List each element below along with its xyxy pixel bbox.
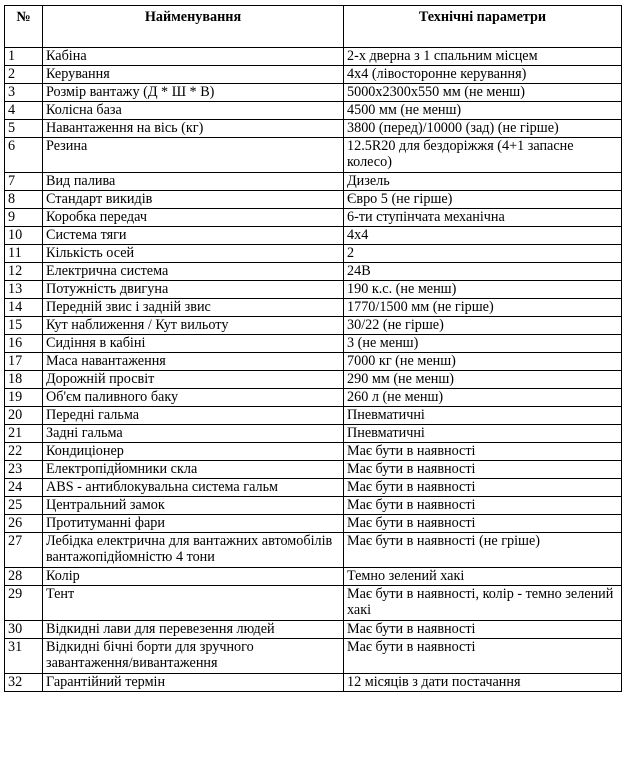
row-param: Дизель <box>344 173 622 191</box>
row-name: ABS - антиблокувальна система гальм <box>43 479 344 497</box>
table-row <box>5 335 622 353</box>
row-num: 12 <box>5 263 43 281</box>
table-row <box>5 389 622 407</box>
table-row <box>5 568 622 586</box>
table-row <box>5 425 622 443</box>
table-row <box>5 102 622 120</box>
row-param: 260 л (не менш) <box>344 389 622 407</box>
row-name: Колір <box>43 568 344 586</box>
table-row <box>5 515 622 533</box>
row-name: Резина <box>43 138 344 173</box>
table-row <box>5 443 622 461</box>
row-name: Лебідка електрична для вантажних автомобілів вантажопідйомністю 4 тони <box>43 533 344 568</box>
table-row <box>5 173 622 191</box>
row-name: Кількість осей <box>43 245 344 263</box>
row-num: 1 <box>5 48 43 66</box>
row-name: Електрична система <box>43 263 344 281</box>
row-num: 3 <box>5 84 43 102</box>
row-param: 12 місяців з дати постачання <box>344 674 622 692</box>
row-num: 22 <box>5 443 43 461</box>
row-param: Має бути в наявності <box>344 461 622 479</box>
row-num: 20 <box>5 407 43 425</box>
row-name: Електропідйомники скла <box>43 461 344 479</box>
row-param: 6-ти ступінчата механічна <box>344 209 622 227</box>
row-num: 15 <box>5 317 43 335</box>
row-param: Темно зелений хакі <box>344 568 622 586</box>
row-num: 27 <box>5 533 43 568</box>
row-param: 190 к.с. (не менш) <box>344 281 622 299</box>
row-num: 5 <box>5 120 43 138</box>
row-num: 11 <box>5 245 43 263</box>
row-num: 9 <box>5 209 43 227</box>
row-num: 23 <box>5 461 43 479</box>
row-param: 4х4 (лівосторонне керування) <box>344 66 622 84</box>
table-row <box>5 66 622 84</box>
row-name: Гарантійний термін <box>43 674 344 692</box>
table-row <box>5 621 622 639</box>
table-header-row <box>5 6 622 48</box>
row-name: Задні гальма <box>43 425 344 443</box>
row-name: Кабіна <box>43 48 344 66</box>
row-param: 5000х2300х550 мм (не менш) <box>344 84 622 102</box>
table-row <box>5 674 622 692</box>
table-row <box>5 209 622 227</box>
row-name: Відкидні лави для перевезення людей <box>43 621 344 639</box>
table-row <box>5 84 622 102</box>
row-name: Об'єм паливного баку <box>43 389 344 407</box>
table-row <box>5 138 622 173</box>
spec-table <box>4 5 622 692</box>
row-name: Кондиціонер <box>43 443 344 461</box>
row-name: Кут наближення / Кут вильоту <box>43 317 344 335</box>
row-param: 3800 (перед)/10000 (зад) (не гірше) <box>344 120 622 138</box>
row-name: Маса навантаження <box>43 353 344 371</box>
row-param: Євро 5 (не гірше) <box>344 191 622 209</box>
table-row <box>5 371 622 389</box>
row-num: 7 <box>5 173 43 191</box>
row-param: 4500 мм (не менш) <box>344 102 622 120</box>
row-param: Має бути в наявності (не гріше) <box>344 533 622 568</box>
row-param: 7000 кг (не менш) <box>344 353 622 371</box>
row-num: 24 <box>5 479 43 497</box>
table-row <box>5 227 622 245</box>
row-num: 2 <box>5 66 43 84</box>
table-row <box>5 497 622 515</box>
row-name: Протитуманні фари <box>43 515 344 533</box>
row-param: Має бути в наявності <box>344 479 622 497</box>
row-name: Розмір вантажу (Д * Ш * В) <box>43 84 344 102</box>
row-num: 31 <box>5 639 43 674</box>
row-param: 24В <box>344 263 622 281</box>
row-param: 12.5R20 для бездоріжжя (4+1 запасне колесо) <box>344 138 622 173</box>
row-num: 8 <box>5 191 43 209</box>
row-name: Центральний замок <box>43 497 344 515</box>
row-param: 4x4 <box>344 227 622 245</box>
row-num: 28 <box>5 568 43 586</box>
row-name: Вид палива <box>43 173 344 191</box>
row-param: 290 мм (не менш) <box>344 371 622 389</box>
row-name: Керування <box>43 66 344 84</box>
row-param: Має бути в наявності <box>344 497 622 515</box>
row-name: Тент <box>43 586 344 621</box>
table-row <box>5 479 622 497</box>
row-num: 21 <box>5 425 43 443</box>
table-row <box>5 48 622 66</box>
table-row <box>5 533 622 568</box>
header-name: Найменування <box>43 6 344 48</box>
row-num: 13 <box>5 281 43 299</box>
table-row <box>5 639 622 674</box>
row-num: 30 <box>5 621 43 639</box>
row-num: 4 <box>5 102 43 120</box>
table-row <box>5 191 622 209</box>
row-num: 17 <box>5 353 43 371</box>
header-num: № <box>5 6 43 48</box>
table-row <box>5 317 622 335</box>
row-name: Коробка передач <box>43 209 344 227</box>
row-param: 1770/1500 мм (не гірше) <box>344 299 622 317</box>
row-num: 18 <box>5 371 43 389</box>
row-num: 14 <box>5 299 43 317</box>
row-name: Колісна база <box>43 102 344 120</box>
row-param: 30/22 (не гірше) <box>344 317 622 335</box>
row-num: 16 <box>5 335 43 353</box>
row-num: 19 <box>5 389 43 407</box>
row-param: 2 <box>344 245 622 263</box>
row-param: Має бути в наявності <box>344 621 622 639</box>
row-name: Дорожній просвіт <box>43 371 344 389</box>
row-param: 3 (не менш) <box>344 335 622 353</box>
table-row <box>5 299 622 317</box>
header-params: Технічні параметри <box>344 6 622 48</box>
row-name: Стандарт викидів <box>43 191 344 209</box>
table-row <box>5 281 622 299</box>
table-row <box>5 120 622 138</box>
row-name: Передні гальма <box>43 407 344 425</box>
table-row <box>5 263 622 281</box>
row-name: Навантаження на вісь (кг) <box>43 120 344 138</box>
table-row <box>5 586 622 621</box>
row-param: Має бути в наявності <box>344 639 622 674</box>
row-param: 2-х дверна з 1 спальним місцем <box>344 48 622 66</box>
row-param: Має бути в наявності <box>344 443 622 461</box>
table-row <box>5 353 622 371</box>
row-name: Потужність двигуна <box>43 281 344 299</box>
row-name: Відкидні бічні борти для зручного завантаження/вивантаження <box>43 639 344 674</box>
row-num: 6 <box>5 138 43 173</box>
row-param: Пневматичні <box>344 407 622 425</box>
row-num: 32 <box>5 674 43 692</box>
row-num: 29 <box>5 586 43 621</box>
row-name: Система тяги <box>43 227 344 245</box>
table-row <box>5 245 622 263</box>
table-row <box>5 407 622 425</box>
row-param: Має бути в наявності <box>344 515 622 533</box>
row-param: Пневматичні <box>344 425 622 443</box>
table-row <box>5 461 622 479</box>
row-num: 26 <box>5 515 43 533</box>
row-name: Сидіння в кабіні <box>43 335 344 353</box>
row-num: 25 <box>5 497 43 515</box>
row-num: 10 <box>5 227 43 245</box>
row-param: Має бути в наявності, колір - темно зелений хакі <box>344 586 622 621</box>
row-name: Передній звис і задній звис <box>43 299 344 317</box>
